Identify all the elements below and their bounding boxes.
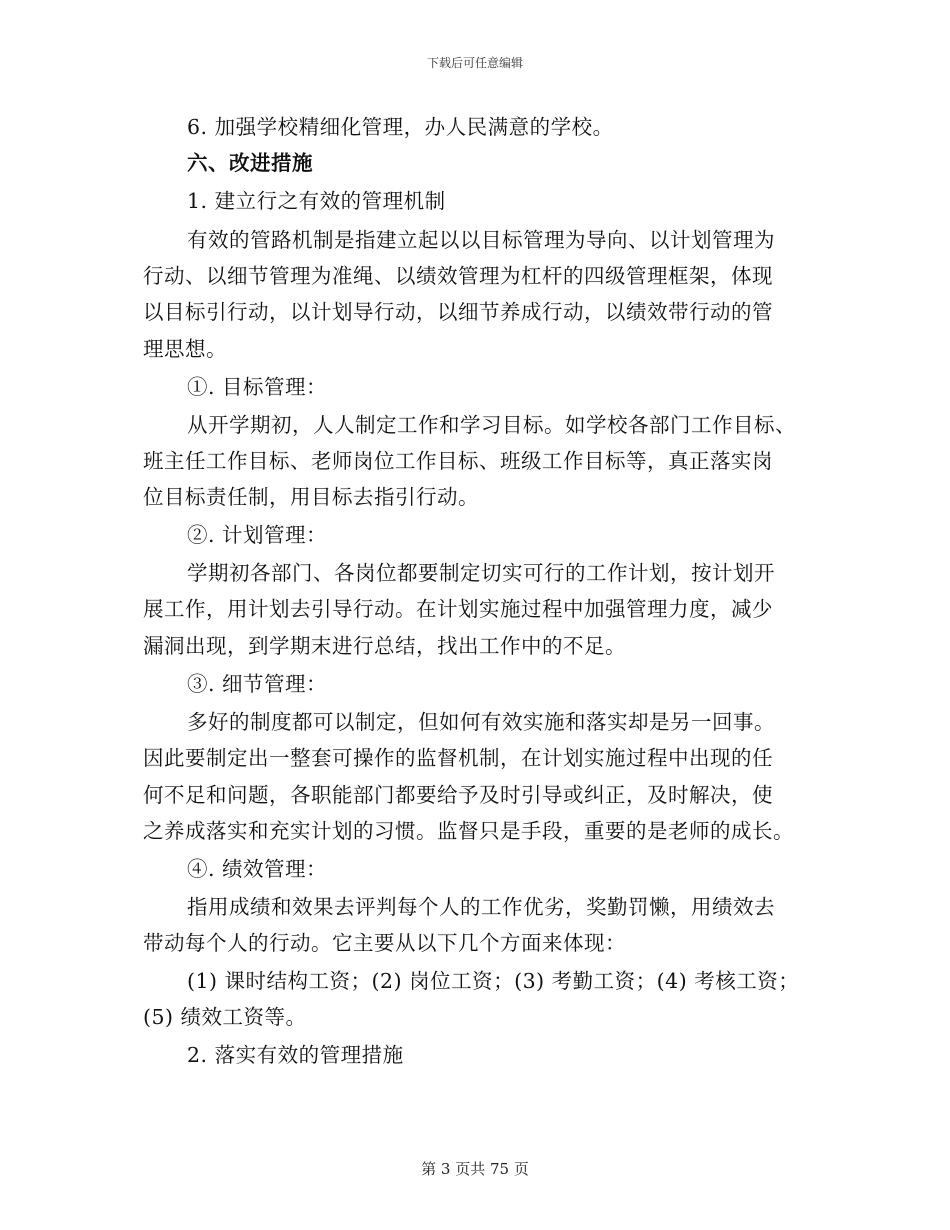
paragraph-line: 多好的制度都可以制定，但如何有效实施和落实却是另一回事。 xyxy=(187,710,775,734)
paragraph-line: 何不足和问题，各职能部门都要给予及时引导或纠正，及时解决，使 xyxy=(143,783,773,807)
paragraph-line: 6. 加强学校精细化管理，办人民满意的学校。 xyxy=(187,115,614,139)
item-heading: ②. 计划管理： xyxy=(187,523,328,547)
paragraph-line: 班主任工作目标、老师岗位工作目标、班级工作目标等，真正落实岗 xyxy=(143,449,773,473)
paragraph-line: 之养成落实和充实计划的习惯。监督只是手段，重要的是老师的成长。 xyxy=(143,819,794,843)
subsection-heading: 1. 建立行之有效的管理机制 xyxy=(187,189,446,213)
paragraph-line: 学期初各部门、各岗位都要制定切实可行的工作计划，按计划开 xyxy=(187,561,775,585)
section-heading: 六、改进措施 xyxy=(187,151,313,175)
item-heading: ④. 绩效管理： xyxy=(187,857,328,881)
paragraph-line: 带动每个人的行动。它主要从以下几个方面来体现： xyxy=(143,931,626,955)
paragraph-line: 位目标责任制，用目标去指引行动。 xyxy=(143,485,479,509)
paragraph-line: 以目标引行动，以计划导行动，以细节养成行动，以绩效带行动的管 xyxy=(143,300,773,324)
paragraph-line: 行动、以细节管理为准绳、以绩效管理为杠杆的四级管理框架，体现 xyxy=(143,264,773,288)
paragraph-line: (5) 绩效工资等。 xyxy=(143,1005,307,1029)
page-header: 下载后可任意编辑 xyxy=(426,56,523,70)
paragraph-line: 因此要制定出一整套可操作的监督机制，在计划实施过程中出现的任 xyxy=(143,746,773,770)
paragraph-line: 展工作，用计划去引导行动。在计划实施过程中加强管理力度，减少 xyxy=(143,597,773,621)
item-heading: ①. 目标管理： xyxy=(187,375,328,399)
page-footer: 第 3 页共 75 页 xyxy=(421,1160,529,1178)
paragraph-line: 指用成绩和效果去评判每个人的工作优劣，奖勤罚懒，用绩效去 xyxy=(187,895,775,919)
item-heading: ③. 细节管理： xyxy=(187,672,328,696)
paragraph-line: 理思想。 xyxy=(143,337,227,361)
paragraph-line: 有效的管路机制是指建立起以以目标管理为导向、以计划管理为 xyxy=(187,228,775,252)
paragraph-line: 从开学期初，人人制定工作和学习目标。如学校各部门工作目标、 xyxy=(187,413,796,437)
subsection-heading: 2. 落实有效的管理措施 xyxy=(187,1043,404,1067)
paragraph-line: (1) 课时结构工资；(2) 岗位工资；(3) 考勤工资；(4) 考核工资； xyxy=(187,969,800,993)
paragraph-line: 漏洞出现，到学期末进行总结，找出工作中的不足。 xyxy=(143,634,626,658)
